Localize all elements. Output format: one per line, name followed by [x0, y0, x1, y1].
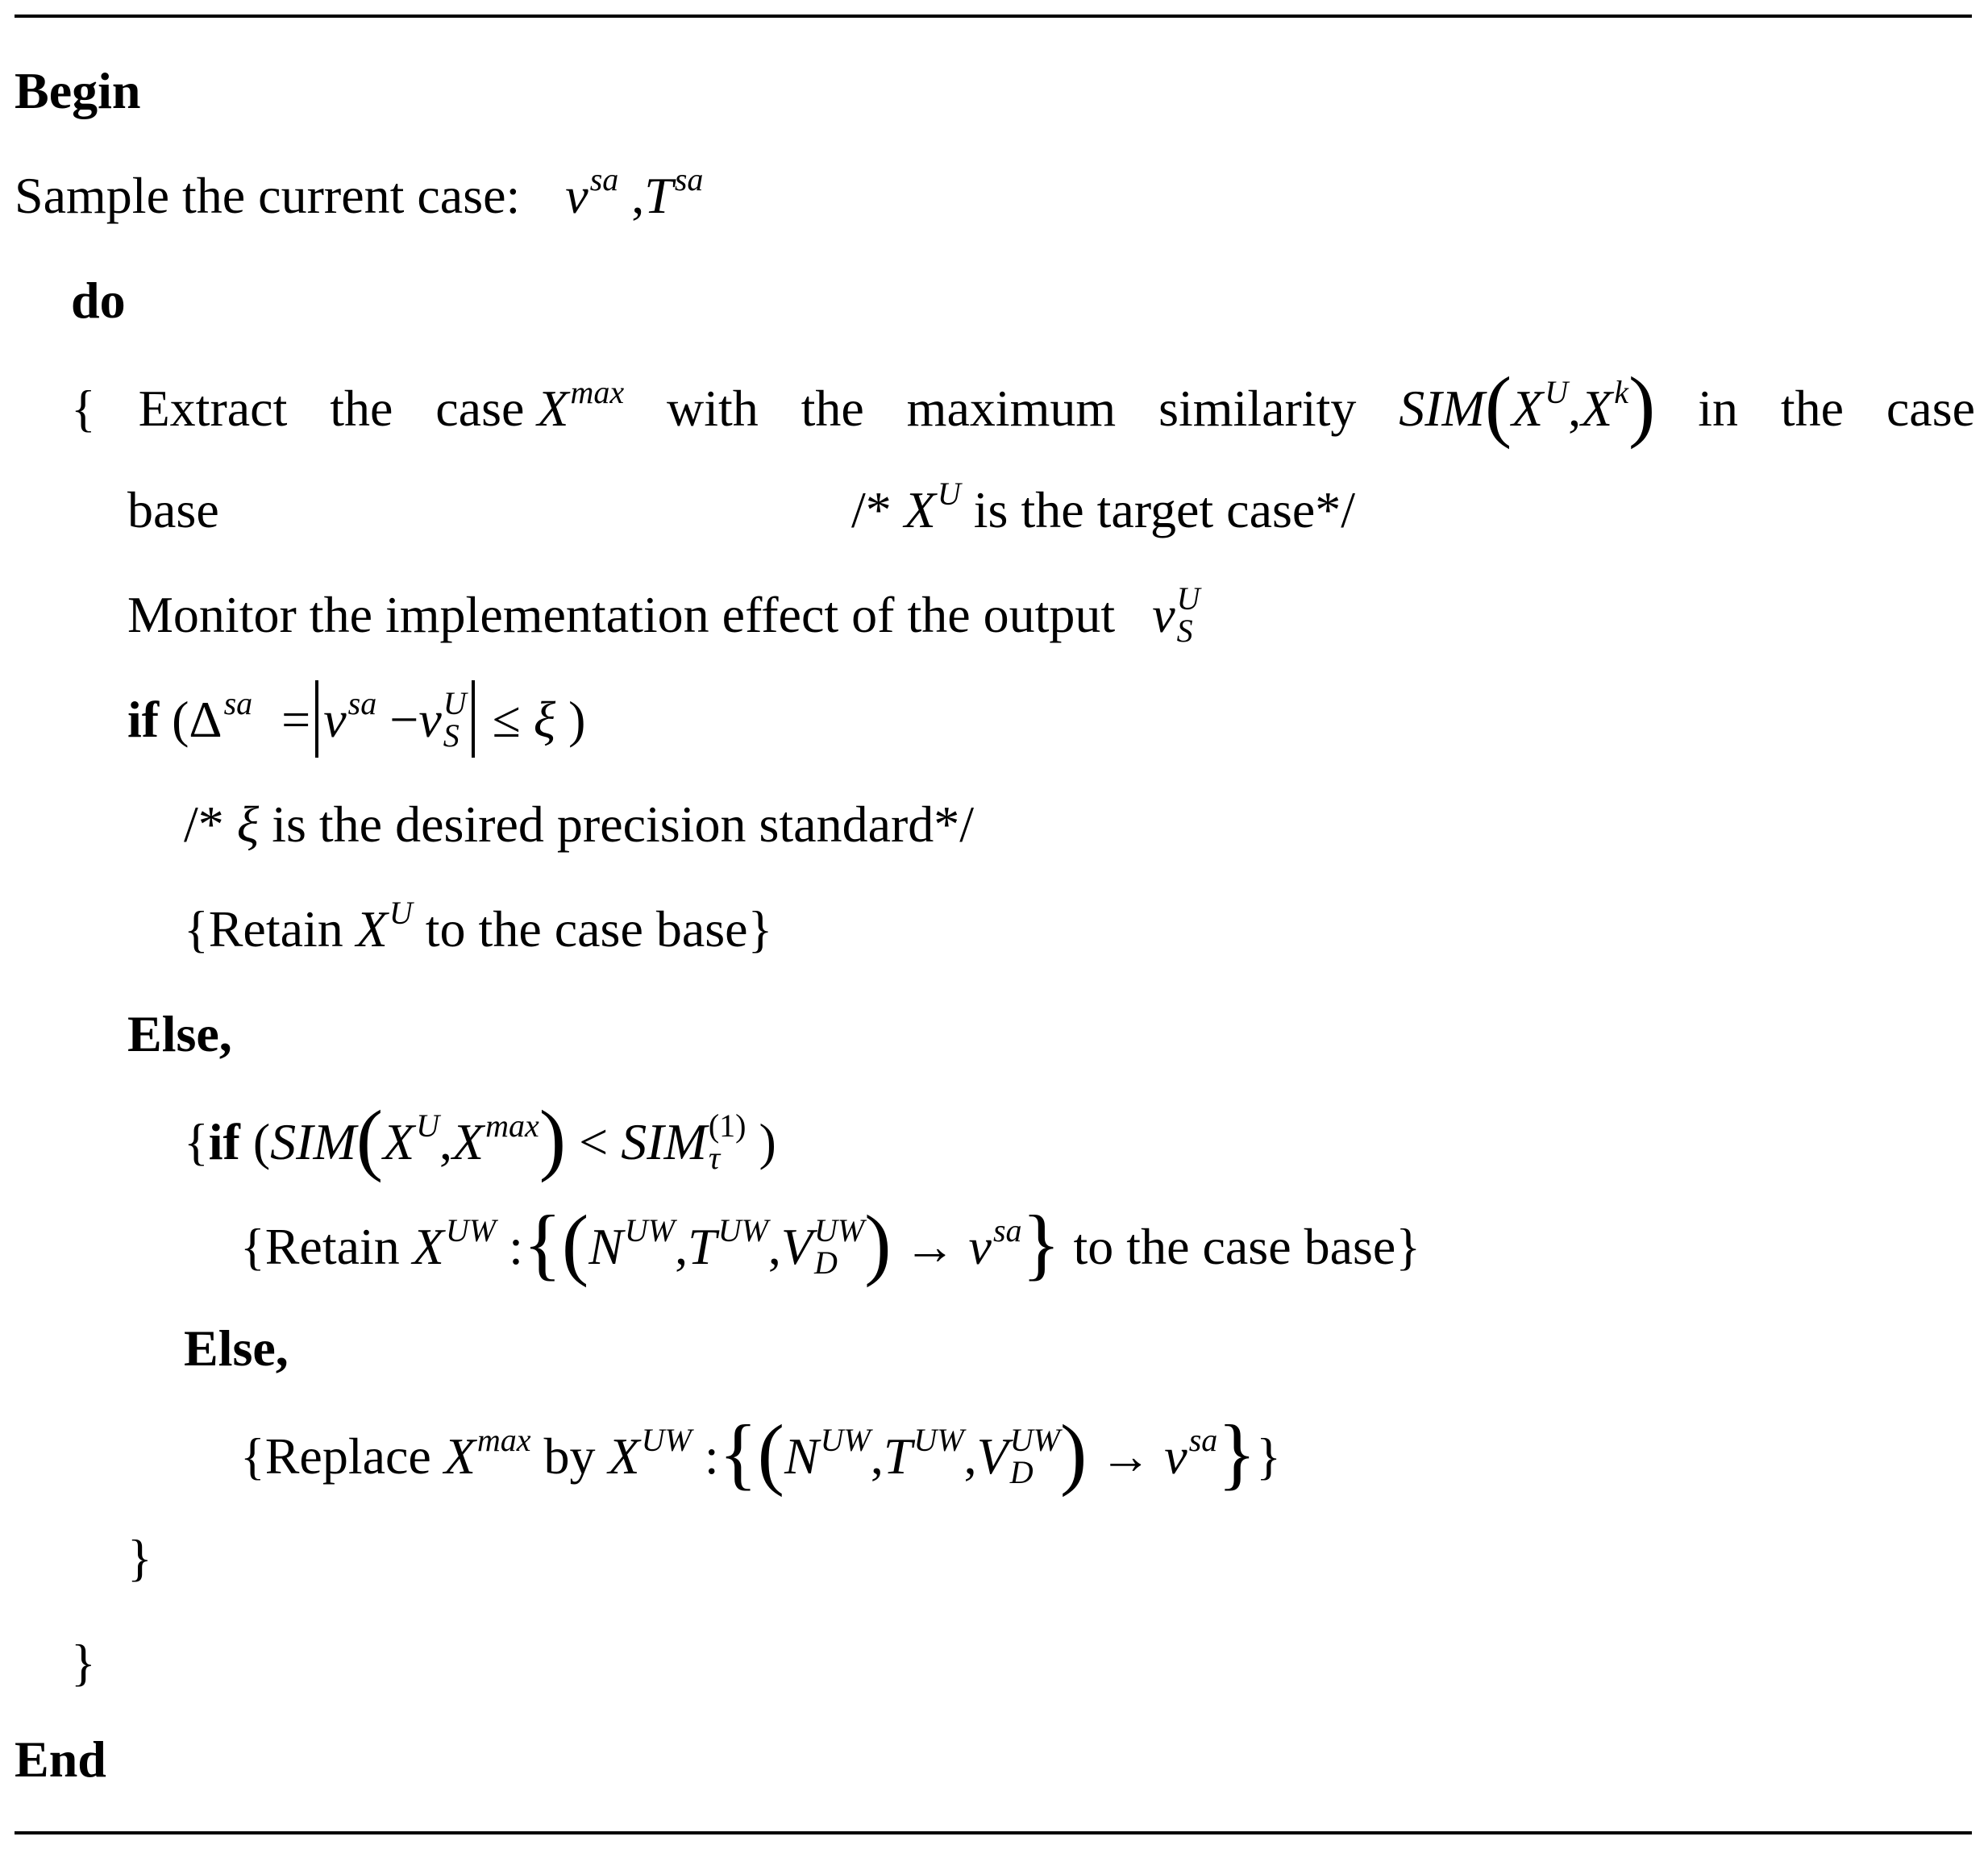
sample-label: Sample the current case:: [15, 167, 521, 224]
extract-word: the: [801, 380, 864, 437]
begin-keyword: Begin: [15, 62, 141, 119]
sa-superscript: sa: [992, 1212, 1022, 1249]
close-brace: }: [127, 1529, 152, 1586]
sa-superscript: sa: [223, 685, 253, 721]
retain-line: [184, 877, 772, 982]
x-symbol: X: [1512, 380, 1544, 437]
retain-uw-prefix: {Retain: [240, 1218, 400, 1275]
xi-symbol: ξ: [236, 796, 260, 853]
close-outer-line: [71, 1610, 96, 1715]
close-inner-line: [127, 1506, 152, 1610]
x-symbol: X: [1581, 380, 1613, 437]
extract-word: Extract: [138, 380, 288, 437]
one-superscript: (1): [708, 1107, 747, 1145]
begin-line: [15, 39, 140, 143]
if-keyword: if: [127, 691, 160, 748]
bottom-rule: [15, 1831, 1972, 1834]
s-subscript: S: [1176, 613, 1193, 650]
sim-function: SIM: [1399, 380, 1485, 437]
sa-superscript: sa: [589, 161, 619, 197]
max-superscript: max: [485, 1107, 539, 1144]
k-superscript: k: [1614, 374, 1629, 410]
else-keyword: Else,: [184, 1319, 289, 1377]
x-symbol: X: [904, 481, 936, 538]
retain-uw-suffix: to the case base}: [1073, 1218, 1421, 1275]
else-keyword: Else,: [127, 1005, 232, 1062]
base-line: [127, 458, 219, 563]
retain-uw-line: {Retain $X^{UW}$ $:\{(N^{UW},T^{UW},V$ UW D ) → $v^{sa}$} to the case base}: [240, 1199, 1421, 1288]
sample-line: Sample the current case: $v^{sa}$ $,T^{sa}$: [15, 161, 704, 224]
v-symbol: v: [565, 167, 588, 224]
else-line: [127, 982, 232, 1087]
close-brace: }: [71, 1634, 96, 1691]
extract-word: the: [330, 380, 393, 437]
t-symbol: T: [644, 167, 673, 224]
inner-else-line: [184, 1296, 289, 1401]
extract-word: maximum: [906, 380, 1117, 437]
extract-word: with: [666, 380, 759, 437]
sa-superscript: sa: [674, 161, 704, 197]
end-keyword: End: [15, 1731, 106, 1788]
n-symbol: N: [784, 1427, 819, 1485]
u-superscript: U: [443, 685, 467, 722]
sim-function: SIM: [621, 1113, 707, 1170]
s-subscript: S: [443, 717, 460, 754]
x-symbol: X: [537, 380, 569, 437]
uw-superscript: UW: [624, 1212, 676, 1249]
vd-symbol: V: [976, 1427, 1009, 1485]
xi-symbol: ξ: [533, 691, 556, 748]
if-line: if ($\Delta^{sa} = v^{sa} -v$ U S ≤ ξ ): [127, 667, 585, 772]
u-superscript: U: [1176, 580, 1200, 617]
u-superscript: U: [1545, 374, 1569, 410]
extract-word: the: [1780, 380, 1845, 437]
x-symbol: X: [443, 1427, 476, 1485]
abs-bar: [472, 680, 475, 758]
inner-if-line: {if ($SIM(X^U,X^{max})$ < SIM (1) τ ): [184, 1094, 776, 1183]
retain-suffix: to the case base}: [425, 900, 773, 958]
u-superscript: U: [389, 895, 413, 931]
tau-subscript: τ: [708, 1140, 721, 1177]
by-word: by: [543, 1427, 596, 1485]
u-superscript: U: [416, 1107, 440, 1144]
uw-superscript: UW: [717, 1212, 768, 1249]
sim-function: SIM: [270, 1113, 356, 1170]
top-rule: [15, 15, 1972, 18]
t-symbol: T: [688, 1218, 717, 1275]
vd-symbol: V: [780, 1218, 813, 1275]
uw-superscript: UW: [1009, 1422, 1060, 1459]
uw-superscript: UW: [641, 1422, 692, 1458]
precision-comment: /* ξ is the desired precision standard*/: [184, 796, 975, 853]
x-symbol: X: [608, 1427, 640, 1485]
v-symbol: v: [1164, 1427, 1187, 1485]
u-superscript: U: [937, 476, 961, 512]
sa-superscript: sa: [347, 685, 377, 721]
v-symbol: v: [323, 691, 347, 748]
do-line: [71, 248, 126, 353]
replace-prefix: {Replace: [240, 1427, 431, 1485]
do-keyword: do: [71, 272, 126, 329]
precision-comment-text: is the desired precision standard*/: [272, 796, 975, 853]
target-comment: /* $X^U$ is the target case*/: [851, 476, 1356, 538]
n-symbol: N: [588, 1218, 623, 1275]
v-symbol: v: [1152, 586, 1175, 643]
x-symbol: X: [383, 1113, 415, 1170]
delta-symbol: Δ: [189, 691, 223, 748]
if-keyword: if: [208, 1113, 240, 1170]
base-word: base: [127, 481, 219, 538]
x-symbol: X: [412, 1218, 444, 1275]
uw-superscript: UW: [913, 1422, 964, 1458]
extract-line: { Extract the case $X^{max}$ with the maximum similarity $SIM(X^U,X^k)$ in the case: [71, 353, 1975, 458]
max-superscript: max: [476, 1422, 531, 1458]
d-subscript: D: [814, 1244, 838, 1282]
uw-superscript: UW: [820, 1422, 871, 1458]
v-symbol: v: [968, 1218, 992, 1275]
monitor-text: Monitor the implementation effect of the output: [127, 586, 1116, 643]
x-symbol: X: [452, 1113, 485, 1170]
uw-superscript: UW: [445, 1212, 497, 1249]
extract-word: case: [435, 380, 525, 437]
sa-superscript: sa: [1188, 1422, 1218, 1458]
abs-bar: [315, 680, 318, 758]
d-subscript: D: [1009, 1454, 1034, 1491]
replace-line: {Replace $X^{max}$ by $X^{UW}$ $:\{(N^{UW},T^{UW},V$ UW D ) → $v^{sa}$}}: [240, 1408, 1281, 1498]
extract-word: similarity: [1158, 380, 1357, 437]
x-symbol: X: [356, 900, 388, 958]
v-symbol: v: [418, 691, 442, 748]
t-symbol: T: [883, 1427, 913, 1485]
uw-superscript: UW: [814, 1212, 865, 1249]
end-line: [15, 1707, 106, 1812]
extract-word: case: [1886, 380, 1975, 437]
monitor-line: [127, 563, 1200, 667]
retain-prefix: {Retain: [184, 900, 343, 958]
max-superscript: max: [570, 374, 625, 410]
target-comment-text: is the target case*/: [973, 481, 1356, 538]
extract-word: in: [1698, 380, 1738, 437]
